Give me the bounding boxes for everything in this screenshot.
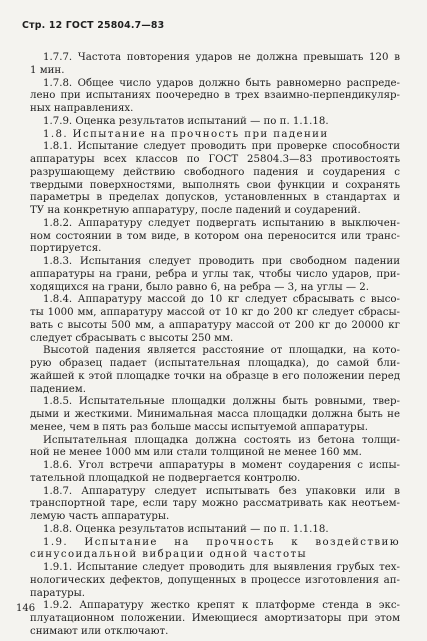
document-body (30, 52, 400, 639)
text-line: следует сбрасывать с высоты 250 мм. (30, 332, 234, 344)
text-line: 1.7.9. Оценка результатов испытаний — по п. 1.1.18. (43, 115, 329, 127)
text-line: паратуры. (30, 587, 85, 599)
text-line: менее, чем в пять раз больше массы испытуемой аппаратуры. (30, 421, 368, 433)
text-line: лено при испытаниях поочередно в трех взаимно-перпендикуляр- (30, 90, 400, 102)
text-line: жайшей к этой площадке точки на образце в его положении перед (30, 370, 400, 382)
page-number: 146 (16, 603, 36, 614)
text-line: ной не менее 1000 мм или стали толщиной не менее 160 мм. (30, 447, 362, 459)
text-line: Испытательная площадка должна состоять из бетона толщи- (43, 434, 400, 446)
text-line: нологических дефектов, допущенных в процессе изготовления ап- (30, 574, 400, 586)
text-line: 1.9.2. Аппаратуру жестко крепят к платформе стенда в экс- (43, 600, 400, 612)
text-line: плуатационном положении. Имеющиеся амортизаторы при этом (30, 613, 400, 624)
text-line: тательной площадкой не подвергается контролю. (30, 472, 301, 484)
text-line: 1.7.7. Частота повторения ударов не должна превышать 120 в (43, 52, 400, 63)
text-line: ты 1000 мм, аппаратуру массой от 10 кг до 200 кг следует сбрасы- (30, 307, 400, 318)
text-line: ТУ на конкретную аппаратуру, после падений и соударений. (30, 205, 361, 216)
text-line: 1.8.5. Испытательные площадки должны быть ровными, твер- (43, 396, 400, 408)
text-line: параметры в пределах допусков, установленных в стандартах и (30, 192, 400, 204)
text-line: Высотой падения является расстояние от площадки, на кото- (43, 345, 400, 357)
text-line: 1.8.2. Аппаратуру следует подвергать испытанию в выключен- (43, 217, 400, 229)
text-line: 1.7.8. Общее число ударов должно быть равномерно распреде- (43, 77, 400, 89)
text-line: транспортной таре, если тару можно рассматривать как неотъем- (30, 498, 400, 510)
text-line: ходящихся на грани, было равно 6, на ребра — 3, на углы — 2. (30, 281, 369, 293)
text-line: рую образец падает (испытательная площадка), до самой бли- (30, 358, 400, 369)
page-header: Стр. 12 ГОСТ 25804.7—83 (22, 20, 165, 31)
text-line: 1.8. Испытание на прочность при падении (43, 128, 329, 140)
text-line: 1.9. Испытание на прочность к воздействию (43, 536, 400, 548)
text-line: 1.8.6. Угол встречи аппаратуры в момент соударения с испы- (43, 460, 400, 471)
text-line: ных направлениях. (30, 103, 134, 114)
text-line: 1.8.3. Испытания следует проводить при свободном падении (43, 256, 400, 267)
text-line: снимают или отключают. (30, 625, 169, 637)
text-line: вать с высоты 500 мм, а аппаратуру массой от 200 кг до 20000 кг (30, 319, 400, 331)
text-line: 1.9.1. Испытание следует проводить для выявления грубых тех- (43, 562, 400, 573)
text-line: портируется. (30, 243, 102, 255)
text-line: 1.8.7. Аппаратуру следует испытывать без упаковки или в (43, 485, 400, 497)
text-line: синусоидальной вибрации одной частоты (30, 549, 308, 561)
text-line: падением. (30, 383, 86, 395)
text-line: 1.8.4. Аппаратуру массой до 10 кг следует сбрасывать с высо- (43, 294, 400, 306)
text-line: аппаратуры на грани, ребра и углы так, чтобы число ударов, при- (30, 268, 400, 280)
text-line: аппаратуры всех классов по ГОСТ 25804.3—83 противостоять (30, 154, 400, 165)
text-line: 1 мин. (30, 64, 65, 76)
text-line: твердыми поверхностями, выполнять свои функции и сохранять (30, 179, 400, 191)
text-line: дыми и жесткими. Минимальная масса площадки должна быть не (30, 409, 400, 420)
text-line: ном состоянии в том виде, в котором она переносится или транс- (30, 230, 400, 242)
text-line: 1.8.8. Оценка результатов испытаний — по п. 1.1.18. (43, 523, 329, 535)
text-line: лемую часть аппаратуры. (30, 511, 170, 522)
text-line: 1.8.1. Испытание следует проводить при проверке способности (43, 141, 400, 153)
text-line: разрушающему действию свободного падения и соударения с (30, 166, 400, 178)
